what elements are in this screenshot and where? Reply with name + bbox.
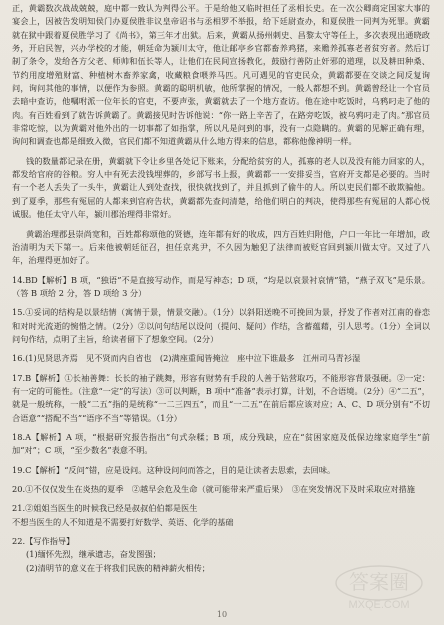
question-14-answer: 14.BD【解析】B 项，“独语”不是直接写动作，而是写神态；D 项，“均是以哀景衬哀情”错，“燕子双飞”是乐景。（答 B 项给 2 分，答 D 项给 3 分） [12,274,430,298]
question-17-answer: 17.B【解析】①长袖善舞：长长的袖子跳舞，形容有财势有手段的人善于钻营取巧，不能形容背景强硬。②一定：有一定的可能性。（注意“一定”的写法）③可以判断，B 项中“准备”表示打算，计划，不合语境。（2分）④“二五”，就是一般统称，一般“二五”指的是统称“一二三四五”，而且“一二五”在前后都应该对应；A、C、D 项分别有“不切合语意”“搭配不当”“语序不当”等错误。（1分） [12,372,430,423]
paragraph-3: 黄霸治理郡县崇尚宽和，百姓都称颂他的贤德，连年都有好的收成，四方百姓归附他，户口一年比一年增加，政治清明为天下第一。后来他被朝廷征召，担任京兆尹，不久因为触犯了法律而被贬官回到颍川做太守。又过了八年，治理得更加好了。 [12,228,430,266]
question-22-point-1: (1)缅怀先烈，继承遗志，奋发图强； [26,549,161,560]
watermark-main-text: 答案圈 [349,570,409,594]
page-number: 10 [216,610,228,619]
question-22-title: 22.【写作指导】 [12,536,75,547]
watermark-url-text: MXQE.COM [348,599,410,611]
page-footer [0,610,444,619]
question-18-answer: 18.A【解析】A 项，“根据研究报告指出”句式杂糅；B 项，成分残缺，应在“贫困家庭及低保边缘家庭学生”前加“对”；C 项，“至少数名”表意不明。 [12,431,430,456]
question-16-answer: 16.(1)见贤思齐焉 见不贤而内自省也 (2)满座重闻皆掩泣 座中泣下谁最多 江州司马青衫湿 [12,353,361,364]
question-20-answer: 20.①不仅仅发生在炎热的夏季 ②越早会危及生命（就可能带来严重后果） ③在突发情况下及时采取应对措施 [12,484,415,494]
paragraph-2: 钱的数量都记录在册，黄霸就下令让乡里各处记下账来，分配给贫穷的人，孤寡的老人以及没有能力回家的人，都发给官府的谷粮。穷人中有死去没钱埋葬的，乡部写书上报，黄霸都一一安排妥当，官府开支都是必要的。当时有一个老人丢失了一头牛，黄霸让人到处查找，很快就找到了，并且抓到了偷牛的人。所以吏民们都不敢欺骗他。到了夏季，那些有冤屈的人都来到官府告状，黄霸都先查问清楚，给他们明白的判决，使得那些有冤屈的人都心悦诚服。他任太守八年，颍川郡治理得非常好。 [12,155,430,220]
page-content [12,2,430,575]
question-21-answer: 21.②姐姐当医生的时候我已经是叔叔伯伯都是医生 [12,503,198,514]
question-19-answer: 19.C【解析】“反问”错，应是设问。这种设问问而答之，目的是让读者去思索，去回味。 [12,464,336,475]
paragraph-1: 正，黄霸数次战战兢兢，庭中都一致认为判得公平。于是给他又临时担任了丞相长史。在一次公卿商定国家大事的宴会上，因被告发明知侯门办夏侯胜非议皇帝诏书与丞相罗不举报，给下廷尉查办，和夏侯胜一同判为死罪。黄霸就在狱中跟着夏侯胜学习了《尚书》，第三年才出狱。后来，黄霸从扬州刺史、昌黎太守等任上，多次表现出通晓政务，开启民智，兴办学校的才能，朝廷命为颍川太守，他让邮亭乡官都畜养鸡猪，来赡养孤寡老者贫穷者。然后订制了条令，发给各方父老、师帅和伍长等人，让他们在民间宣扬教化，鼓励行善防止奸邪的道理，以及耕田种桑、节约用度增殖财富、种植树木畜养家禽，收藏粮食喂养马匹。凡可遇见的官吏民众，黄霸都要在交谈之间反复询问，询问其他的事情，以便作为参照。黄霸的聪明机敏，他所掌握的情况，一般人都想不到。黄霸曾经让一个官员去暗中查访，他嘱咐派一位年长的官吏，不要声张，黄霸就去了一个地方查访。他在途中吃饭时，乌鸦叼走了他的肉。有百姓看到了就告诉黄霸了。黄霸接见时告诉他说：“你一路上辛苦了，在路旁吃饭，被乌鸦叼走了肉。”那官员非常吃惊，以为黄霸对他外出的一切事都了如指掌，所以凡是问到的事，没有一点隐瞒的。黄霸的见解正确有理，询问和调查也都是细致入微，官民们都不知道黄霸从什么地方得来的信息，都称他像神明一样。 [12,3,430,147]
question-15-answer: 15.①妥词的结构是以景结情（寓情于景，情景交融）。（1分）以斜阳送晚不可挽回为景，抒发了作者对江南的眷恋和对时光流逝的惋惜之情。（2分）②以问句结尾以设问（提问、疑问）作结，含蓄蕴藉，引人思考。（1分）全词以问句作结，点明了主旨，给读者留下了想象空间。（2分） [12,307,430,344]
question-21-followup: 不想当医生的人不知道是不需要打好数学、英语、化学的基础 [12,516,234,527]
question-22-point-2: (2)清明节的意义在于将我们民族的精神薪火相传； [26,562,211,573]
